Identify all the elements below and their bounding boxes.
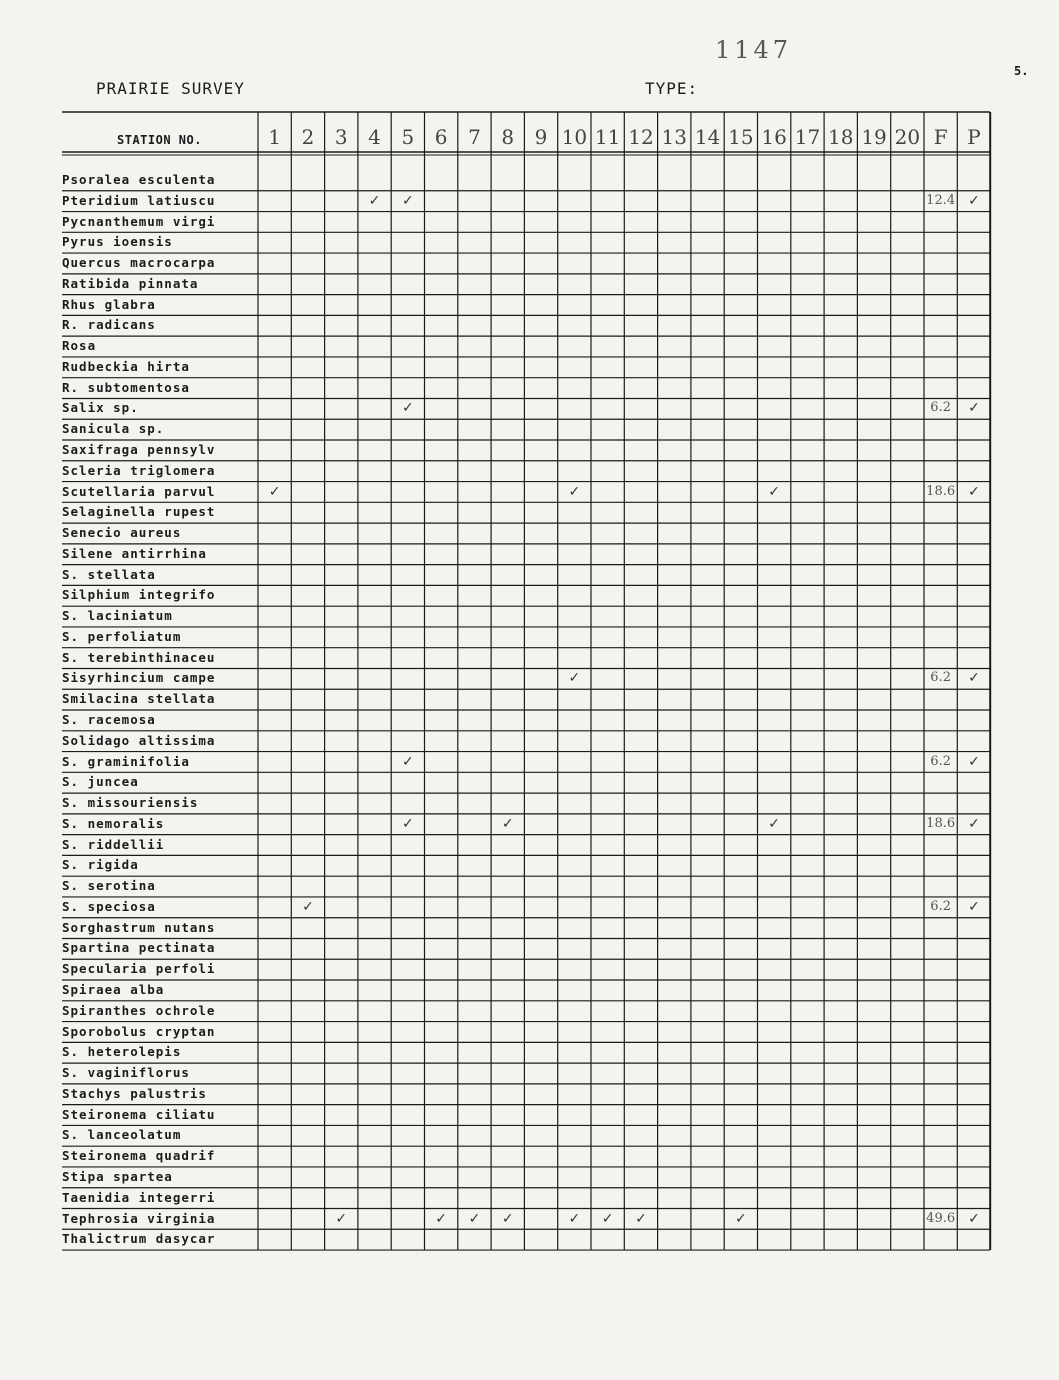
station-check-mark: ✓ (635, 1210, 647, 1227)
species-name: S. juncea (62, 774, 139, 790)
species-name: S. perfoliatum (62, 628, 182, 644)
species-name: Salix sp. (62, 400, 139, 416)
frequency-value: 6.2 (930, 400, 951, 416)
species-name: Rudbeckia hirta (62, 358, 190, 374)
species-name: Scleria triglomera (62, 462, 216, 478)
species-name: Senecio aureus (62, 525, 182, 541)
species-name: R. radicans (62, 317, 156, 333)
station-check-mark: ✓ (601, 1210, 614, 1227)
species-name: Spiraea alba (62, 982, 165, 998)
species-name: Pyrus ioensis (62, 234, 173, 250)
column-header-6: 6 (434, 125, 448, 149)
column-header-5: 5 (401, 125, 415, 149)
station-check-mark: ✓ (401, 815, 414, 832)
species-name: S. serotina (62, 878, 156, 894)
species-name: Sorghastrum nutans (62, 919, 216, 935)
species-name: Saxifraga pennsylv (62, 442, 216, 457)
column-header-8: 8 (501, 125, 515, 149)
species-name: Smilacina stellata (62, 691, 216, 707)
column-header-4: 4 (368, 125, 381, 149)
column-header-17: 17 (794, 125, 821, 149)
station-check-mark: ✓ (568, 670, 581, 687)
species-name: S. speciosa (62, 898, 156, 914)
species-name: S. racemosa (62, 712, 156, 728)
species-name: Stipa spartea (62, 1168, 173, 1184)
species-name: Thalictrum dasycar (62, 1231, 216, 1247)
species-name: Stachys palustris (62, 1085, 207, 1101)
station-check-mark: ✓ (368, 192, 381, 209)
species-name: S. stellata (62, 566, 156, 582)
presence-mark: ✓ (968, 1210, 980, 1227)
species-name: Steironema ciliatu (62, 1106, 216, 1122)
type-label: TYPE: (645, 79, 699, 98)
column-header-9: 9 (534, 125, 548, 149)
column-header-16: 16 (761, 125, 787, 149)
species-name: S. rigida (62, 857, 139, 873)
species-name: Quercus macrocarpa (62, 255, 216, 271)
presence-mark: ✓ (968, 483, 980, 500)
column-header-19: 19 (861, 125, 887, 149)
station-check-mark: ✓ (568, 1210, 581, 1227)
station-check-mark: ✓ (401, 192, 414, 209)
species-name: S. graminifolia (62, 753, 190, 769)
species-name: S. vaginiflorus (62, 1065, 190, 1081)
station-check-mark: ✓ (435, 1210, 448, 1227)
station-check-mark: ✓ (268, 483, 281, 500)
presence-mark: ✓ (968, 670, 980, 687)
column-header-11: 11 (594, 125, 621, 149)
species-name: S. laciniatum (62, 608, 173, 624)
column-header-18: 18 (828, 125, 854, 149)
station-check-mark: ✓ (401, 753, 414, 770)
column-header-12: 12 (628, 125, 654, 149)
species-name: Selaginella rupest (62, 504, 216, 520)
species-name: Pteridium latiuscu (62, 192, 216, 208)
column-header-f: F (933, 125, 948, 149)
station-check-mark: ✓ (501, 815, 514, 832)
frequency-value: 18.6 (926, 483, 956, 499)
species-name: S. missouriensis (62, 795, 199, 811)
presence-mark: ✓ (968, 192, 980, 209)
column-header-10: 10 (561, 125, 588, 149)
column-header-15: 15 (728, 125, 754, 149)
column-header-1: 1 (268, 125, 282, 149)
species-name: Sporobolus cryptan (62, 1023, 216, 1039)
species-name: Spiranthes ochrole (62, 1002, 216, 1018)
species-name: R. subtomentosa (62, 379, 190, 395)
species-name: Steironema quadrif (62, 1148, 216, 1164)
column-header-3: 3 (334, 125, 348, 149)
frequency-value: 6.2 (930, 898, 951, 914)
species-name: Tephrosia virginia (62, 1210, 216, 1226)
species-name: Specularia perfoli (62, 961, 216, 977)
species-name: S. terebinthinaceu (62, 649, 216, 665)
frequency-value: 18.6 (926, 815, 956, 831)
species-name: Ratibida pinnata (62, 275, 199, 291)
station-check-mark: ✓ (734, 1210, 747, 1227)
species-name: S. heterolepis (62, 1044, 182, 1060)
station-no-label: STATION NO. (117, 133, 202, 147)
column-header-13: 13 (661, 125, 687, 149)
column-header-p: P (967, 125, 981, 149)
station-check-mark: ✓ (568, 483, 581, 500)
species-name: Taenidia integerri (62, 1189, 216, 1205)
species-name: Sisyrhincium campe (62, 670, 216, 686)
species-name: Rosa (62, 338, 97, 354)
handwritten-sheet-number: 1147 (715, 36, 793, 64)
presence-mark: ✓ (968, 898, 980, 915)
species-name: Solidago altissima (62, 732, 216, 748)
station-check-mark: ✓ (768, 815, 781, 832)
station-check-mark: ✓ (468, 1210, 481, 1227)
species-name: Silphium integrifo (62, 587, 216, 603)
column-header-7: 7 (468, 125, 481, 149)
station-check-mark: ✓ (501, 1210, 514, 1227)
page-title: PRAIRIE SURVEY (96, 79, 245, 98)
column-header-14: 14 (694, 125, 721, 149)
frequency-value: 12.4 (926, 192, 956, 208)
presence-mark: ✓ (968, 815, 980, 832)
station-check-mark: ✓ (768, 483, 781, 500)
station-check-mark: ✓ (401, 400, 414, 417)
station-check-mark: ✓ (335, 1210, 348, 1227)
species-name: Spartina pectinata (62, 940, 216, 956)
species-name: Psoralea esculenta (62, 172, 216, 187)
species-name: Pycnanthemum virgi (62, 213, 216, 229)
presence-mark: ✓ (968, 400, 980, 417)
species-name: Rhus glabra (62, 296, 156, 312)
frequency-value: 6.2 (930, 670, 951, 686)
species-name: Scutellaria parvul (62, 483, 216, 499)
presence-mark: ✓ (968, 753, 980, 770)
species-name: S. nemoralis (62, 815, 165, 831)
species-name: Sanicula sp. (62, 421, 165, 437)
column-header-20: 20 (894, 125, 921, 149)
species-name: S. lanceolatum (62, 1127, 182, 1143)
frequency-value: 6.2 (930, 753, 951, 769)
page-number: 5. (1014, 64, 1029, 78)
species-name: S. riddellii (62, 836, 165, 852)
station-check-mark: ✓ (302, 898, 314, 915)
column-header-2: 2 (301, 125, 315, 149)
frequency-value: 49.6 (926, 1210, 956, 1226)
species-name: Silene antirrhina (62, 545, 207, 561)
